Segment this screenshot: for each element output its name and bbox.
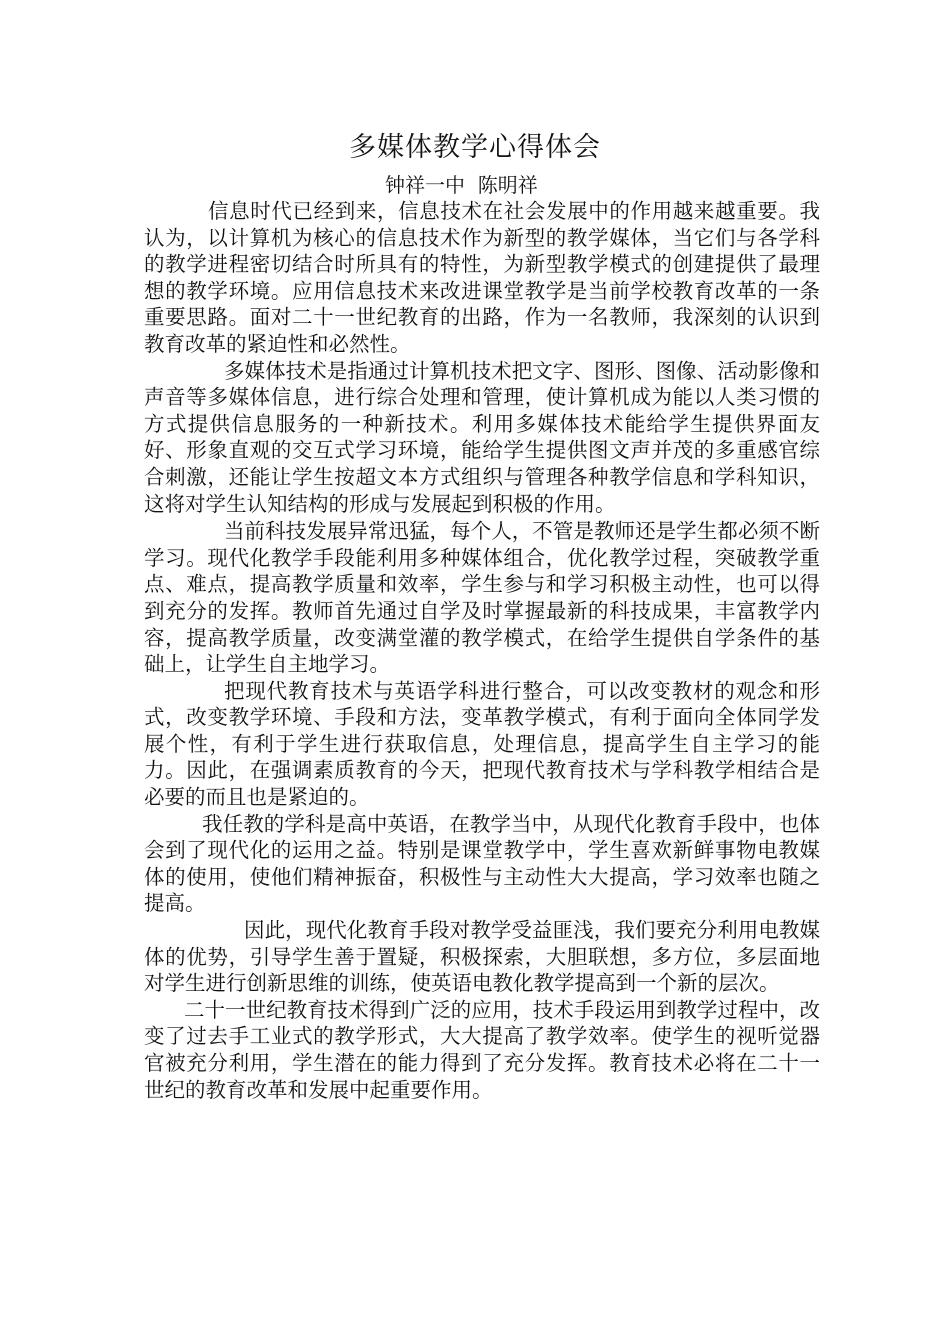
paragraph-2: 多媒体技术是指通过计算机技术把文字、图形、图像、活动影像和声音等多媒体信息，进行综合处理和管理，使计算机成为能以人类习惯的方式提供信息服务的一种新技术。利用多媒体技术能给学生提供界面友好、形象直观的交互式学习环境，能给学生提供图文声并茂的多重感官综合刺激，还能让学生按超文本方式组织与管理各种教学信息和学科知识，这将对学生认知结构的形成与发展起到积极的作用。 [144,358,820,516]
paragraph-1: 信息时代已经到来，信息技术在社会发展中的作用越来越重要。我认为，以计算机为核心的信息技术作为新型的教学媒体，当它们与各学科的教学进程密切结合时所具有的特性，为新型教学模式的创建提供了最理想的教学环境。应用信息技术来改进课堂教学是当前学校教育改革的一条重要思路。面对二十一世纪教育的出路，作为一名教师，我深刻的认识到教育改革的紧迫性和必然性。 [144,199,820,356]
paragraph-3: 当前科技发展异常迅猛，每个人，不管是教师还是学生都必须不断学习。现代化教学手段能利用多种媒体组合，优化教学过程，突破教学重点、难点，提高教学质量和效率，学生参与和学习积极主动性，也可以得到充分的发挥。教师首先通过自学及时掌握最新的科技成果，丰富教学内容，提高教学质量，改变满堂灌的教学模式，在给学生提供自学条件的基础上，让学生自主地学习。 [144,519,820,677]
document-title: 多媒体教学心得体会 [349,132,601,163]
paragraph-5: 我任教的学科是高中英语，在教学当中，从现代化教育手段中，也体会到了现代化的运用之益。特别是课堂教学中，学生喜欢新鲜事物电教媒体的使用，使他们精神振奋，积极性与主动性大大提高，学习效率也随之提高。 [144,811,820,916]
paragraph-6: 因此，现代化教育手段对教学受益匪浅，我们要充分利用电教媒体的优势，引导学生善于置疑，积极探索，大胆联想，多方位，多层面地对学生进行创新思维的训练，使英语电教化教学提高到一个新的层次。 [144,918,820,996]
paragraph-7: 二十一世纪教育技术得到广泛的应用，技术手段运用到教学过程中，改变了过去手工业式的教学形式，大大提高了教学效率。使学生的视听觉器官被充分利用，学生潜在的能力得到了充分发挥。教育技术必将在二十一世纪的教育改革和发展中起重要作用。 [144,997,820,1102]
paragraph-4: 把现代教育技术与英语学科进行整合，可以改变教材的观念和形式，改变教学环境、手段和方法，变革教学模式，有利于面向全体同学发展个性，有利于学生进行获取信息，处理信息，提高学生自主学习的能力。因此，在强调素质教育的今天，把现代教育技术与学科教学相结合是必要的而且也是紧迫的。 [144,678,820,810]
author-line: 钟祥一中 陈明祥 [385,173,538,197]
document-body [144,198,820,1103]
